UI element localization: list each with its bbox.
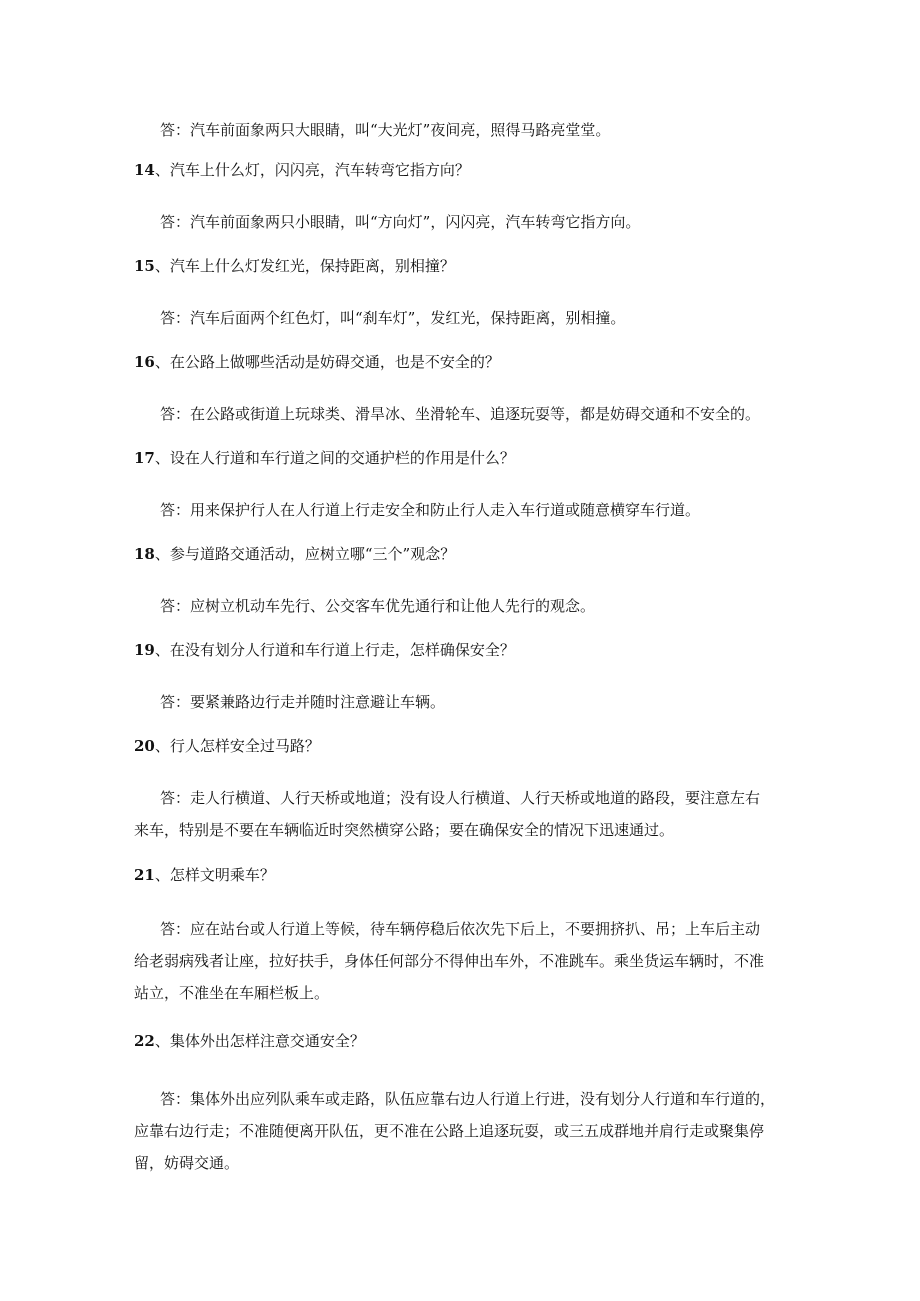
question-text: 、在没有划分人行道和车行道上行走，怎样确保安全？ <box>154 641 515 659</box>
question-text: 、怎样文明乘车？ <box>154 866 275 884</box>
answer-17 <box>134 494 794 526</box>
question-number: 15 <box>134 257 155 275</box>
question-number: 17 <box>134 449 155 467</box>
answer-line: 答：在公路或街道上玩球类、滑旱冰、坐滑轮车、追逐玩耍等，都是妨碍交通和不安全的。 <box>160 405 761 423</box>
question-text: 、汽车上什么灯发红光，保持距离，别相撞？ <box>154 257 455 275</box>
answer-line: 答：集体外出应列队乘车或走路，队伍应靠右边人行道上行进，没有划分人行道和车行道的， <box>160 1090 776 1108</box>
question-16 <box>134 353 500 371</box>
question-18 <box>134 545 455 563</box>
answer-line: 站立，不准坐在车厢栏板上。 <box>134 984 330 1002</box>
answer-line: 应靠右边行走；不准随便离开队伍，更不准在公路上追逐玩耍，或三五成群地并肩行走或聚集停 <box>134 1122 765 1140</box>
question-17 <box>134 449 515 467</box>
question-number: 18 <box>134 545 155 563</box>
answer-13 <box>134 114 794 146</box>
question-text: 、集体外出怎样注意交通安全？ <box>154 1032 365 1050</box>
answer-line: 来车，特别是不要在车辆临近时突然横穿公路；要在确保安全的情况下迅速通过。 <box>134 821 675 839</box>
answer-line: 答：汽车后面两个红色灯，叫“刹车灯”，发红光，保持距离，别相撞。 <box>160 309 626 327</box>
question-text: 、设在人行道和车行道之间的交通护栏的作用是什么？ <box>154 449 515 467</box>
answer-line: 答：要紧兼路边行走并随时注意避让车辆。 <box>160 693 446 711</box>
answer-22 <box>134 1083 794 1179</box>
answer-line: 答：用来保护行人在人行道上行走安全和防止行人走入车行道或随意横穿车行道。 <box>160 501 701 519</box>
answer-line: 答：应在站台或人行道上等候，待车辆停稳后依次先下后上，不要拥挤扒、吊；上车后主动 <box>160 920 761 938</box>
answer-21 <box>134 913 794 1009</box>
question-text: 、参与道路交通活动，应树立哪“三个”观念？ <box>154 545 456 563</box>
answer-line: 答：汽车前面象两只大眼睛，叫“大光灯”夜间亮，照得马路亮堂堂。 <box>160 121 611 139</box>
answer-18 <box>134 590 794 622</box>
question-number: 19 <box>134 641 155 659</box>
answer-line: 答：应树立机动车先行、公交客车优先通行和让他人先行的观念。 <box>160 597 596 615</box>
question-20 <box>134 737 320 755</box>
question-14 <box>134 161 470 179</box>
question-number: 22 <box>134 1032 155 1050</box>
answer-line: 给老弱病残者让座，拉好扶手，身体任何部分不得伸出车外，不准跳车。乘坐货运车辆时，不准 <box>134 952 765 970</box>
question-text: 、在公路上做哪些活动是妨碍交通，也是不安全的？ <box>154 353 500 371</box>
answer-20 <box>134 782 794 846</box>
question-number: 14 <box>134 161 155 179</box>
question-text: 、汽车上什么灯，闪闪亮，汽车转弯它指方向？ <box>154 161 470 179</box>
answer-14 <box>134 206 794 238</box>
question-text: 、行人怎样安全过马路？ <box>154 737 320 755</box>
question-15 <box>134 257 455 275</box>
question-21 <box>134 866 275 884</box>
answer-line: 答：走人行横道、人行天桥或地道；没有设人行横道、人行天桥或地道的路段，要注意左右 <box>160 789 761 807</box>
question-number: 20 <box>134 737 155 755</box>
answer-16 <box>134 398 794 430</box>
answer-line: 答：汽车前面象两只小眼睛，叫“方向灯”，闪闪亮，汽车转弯它指方向。 <box>160 213 641 231</box>
question-number: 16 <box>134 353 155 371</box>
answer-line: 留，妨碍交通。 <box>134 1154 240 1172</box>
question-number: 21 <box>134 866 155 884</box>
question-22 <box>134 1032 365 1050</box>
answer-15 <box>134 302 794 334</box>
question-19 <box>134 641 515 659</box>
answer-19 <box>134 686 794 718</box>
